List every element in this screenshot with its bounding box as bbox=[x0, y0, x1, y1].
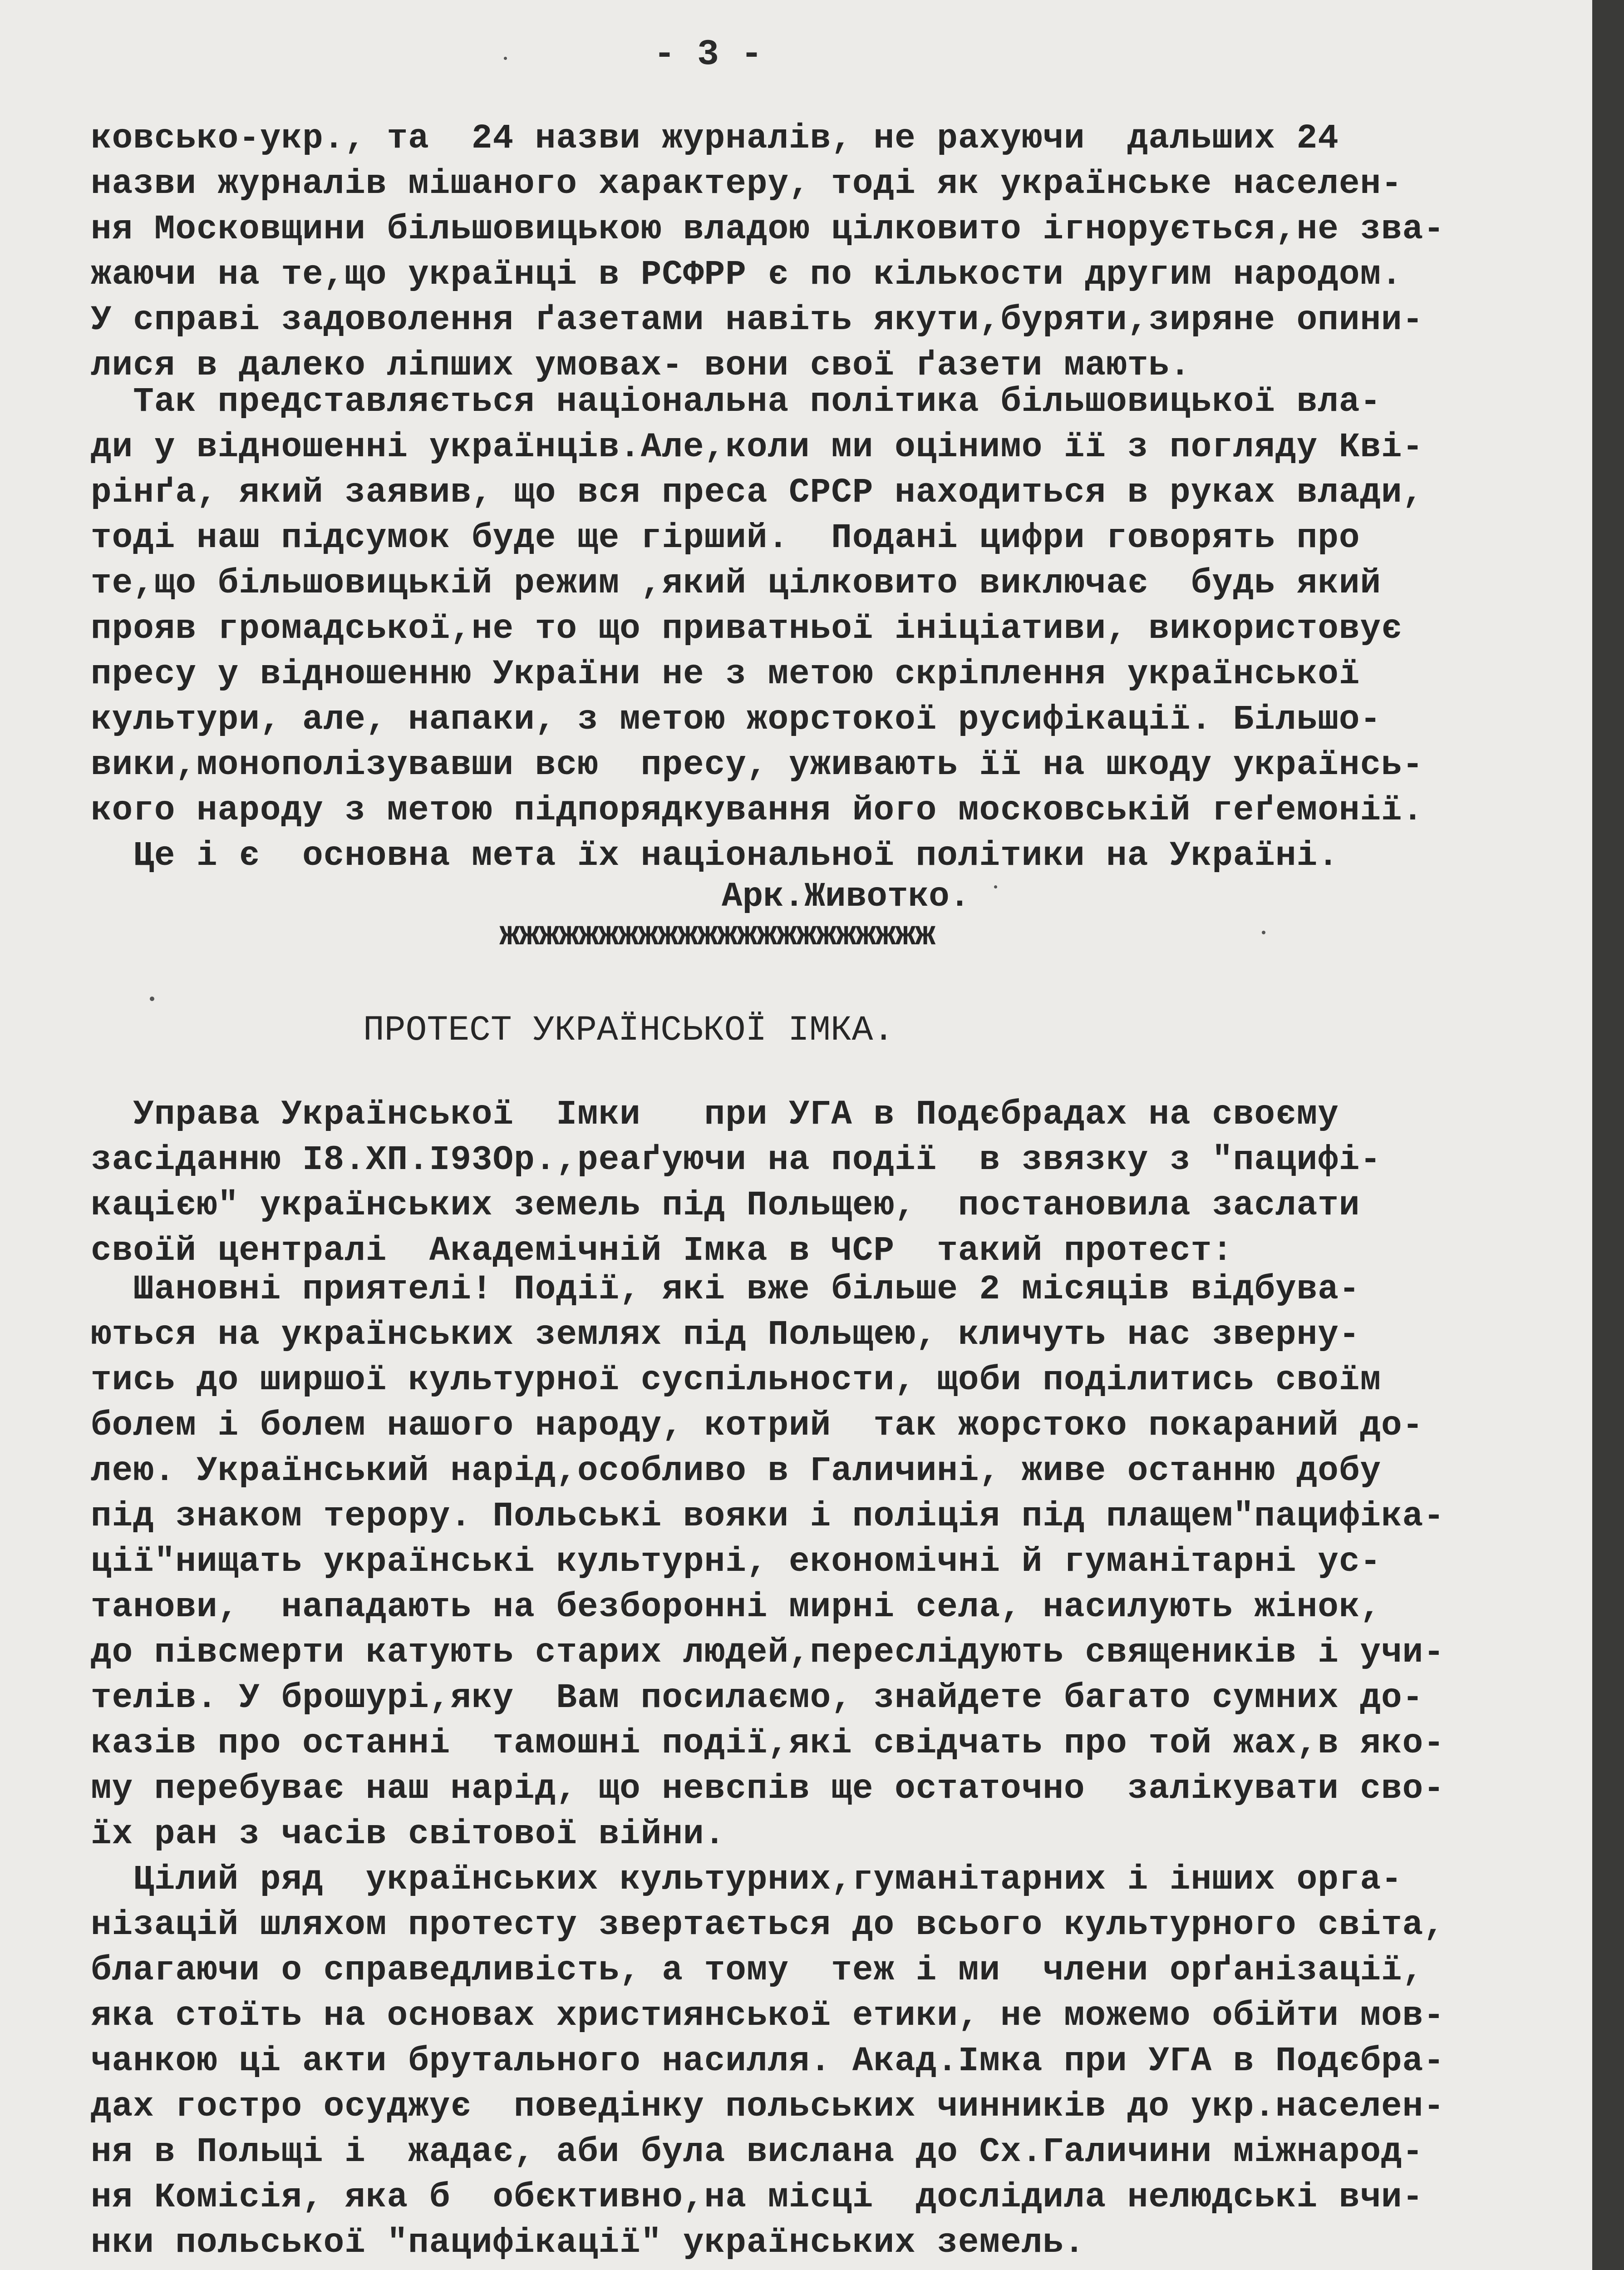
text-line: кацією" українських земель під Польщею, постановила заслати bbox=[91, 1186, 1360, 1225]
text-line: культури, але, напаки, з метою жорстокої русифікації. Більшо- bbox=[91, 700, 1382, 739]
text-line: Управа Української Імки при УГА в Подєбрадах на своєму bbox=[91, 1095, 1339, 1134]
text-line: засіданню І8.ХП.І93Ор.,реаґуючи на події в звязку з "пацифі- bbox=[91, 1140, 1382, 1179]
text-line: му перебуває наш нарід, що невспів ще остаточно залікувати сво- bbox=[91, 1769, 1445, 1808]
text-line: пресу у відношенню України не з метою скріплення української bbox=[91, 655, 1360, 694]
text-line: ня в Польщі і жадає, аби була вислана до Сх.Галичини міжнарод- bbox=[91, 2132, 1424, 2171]
text-line: тоді наш підсумок буде ще гірший. Подані цифри говорять про bbox=[91, 518, 1360, 558]
text-line: лею. Український нарід,особливо в Галичині, живе останню добу bbox=[91, 1451, 1382, 1490]
scan-speck bbox=[1262, 931, 1265, 934]
text-line: благаючи о справедливість, а тому теж і ми члени орґанізації, bbox=[91, 1951, 1424, 1990]
text-line: чанкою ці акти брутального насилля. Акад.Імка при УГА в Подєбра- bbox=[91, 2042, 1445, 2081]
scan-speck bbox=[504, 57, 507, 60]
separator-line: жжжжжжжжжжжжжжжжжжжжжж bbox=[499, 916, 935, 955]
text-line: танови, нападають на безборонні мирні села, насилують жінок, bbox=[91, 1588, 1382, 1627]
text-line: дах гостро осуджує поведінку польських чинників до укр.населен- bbox=[91, 2087, 1445, 2126]
text-line: Шановні приятелі! Події, які вже більше 2 місяців відбува- bbox=[91, 1270, 1360, 1309]
text-line: болем і болем нашого народу, котрий так жорстоко покараний до- bbox=[91, 1406, 1424, 1445]
text-line: ня Московщини більшовицькою владою цілковито ігнорується,не зва- bbox=[91, 210, 1445, 249]
text-line: яка стоїть на основах християнської етики, не можемо обійти мов- bbox=[91, 1996, 1445, 2035]
text-line: тись до ширшої культурної суспільности, щоби поділитись своїм bbox=[91, 1361, 1382, 1400]
text-line: Цілий ряд українських культурних,гуманітарних і інших орга- bbox=[91, 1860, 1403, 1899]
text-line: нки польської "пацифікації" українських земель. bbox=[91, 2223, 1085, 2262]
page-number: - 3 - bbox=[654, 34, 763, 75]
text-line: ції"нищать українські культурні, економічні й гуманітарні ус- bbox=[91, 1542, 1382, 1581]
text-line: ди у відношенні українців.Але,коли ми оцінимо її з погляду Кві- bbox=[91, 428, 1424, 467]
text-line: ковсько-укр., та 24 назви журналів, не рахуючи дальших 24 bbox=[91, 119, 1339, 158]
text-line: Це і є основна мета їх національної політики на Україні. bbox=[91, 836, 1339, 875]
signature: Арк.Животко. bbox=[722, 877, 970, 916]
section-heading: ПРОТЕСТ УКРАЇНСЬКОЇ ІМКА. bbox=[363, 1011, 895, 1051]
text-line: У справі задоволення ґазетами навіть якути,буряти,зиряне опини- bbox=[91, 301, 1424, 340]
text-line: те,що більшовицькій режим ,який цілковито виключає будь який bbox=[91, 564, 1382, 603]
text-line: нізацій шляхом протесту звертається до всього культурного світа, bbox=[91, 1905, 1445, 1944]
text-line: до півсмерти катують старих людей,переслідують священиків і учи- bbox=[91, 1633, 1445, 1672]
text-line: казів про останні тамошні події,які свідчать про той жах,в яко- bbox=[91, 1724, 1445, 1763]
text-line: лися в далеко ліпших умовах- вони свої ґазети мають. bbox=[91, 346, 1191, 385]
text-line: жаючи на те,що українці в РСФРР є по кількости другим народом. bbox=[91, 255, 1403, 294]
scan-speck bbox=[150, 997, 154, 1001]
text-line: телів. У брошурі,яку Вам посилаємо, знайдете багато сумних до- bbox=[91, 1678, 1424, 1717]
text-line: під знаком терору. Польські вояки і поліція під плащем"пацифіка- bbox=[91, 1497, 1445, 1536]
text-line: назви журналів мішаного характеру, тоді як українське населен- bbox=[91, 164, 1403, 203]
text-line: ються на українських землях під Польщею, кличуть нас зверну- bbox=[91, 1315, 1360, 1354]
scan-speck bbox=[994, 885, 997, 888]
text-line: їх ран з часів світової війни. bbox=[91, 1815, 726, 1854]
text-line: вики,монополізувавши всю пресу, уживають її на шкоду українсь- bbox=[91, 745, 1424, 785]
text-line: прояв громадської,не то що приватньої ініціативи, використовує bbox=[91, 609, 1403, 648]
text-line: рінґа, який заявив, що вся преса СРСР находиться в руках влади, bbox=[91, 473, 1424, 512]
text-line: Так представляється національна політика більшовицької вла- bbox=[91, 382, 1382, 421]
text-line: своїй централі Академічній Імка в ЧСР такий протест: bbox=[91, 1231, 1233, 1270]
text-line: ня Комісія, яка б обєктивно,на місці дослідила нелюдські вчи- bbox=[91, 2178, 1424, 2217]
text-line: кого народу з метою підпорядкування його московській геґемонії. bbox=[91, 791, 1424, 830]
